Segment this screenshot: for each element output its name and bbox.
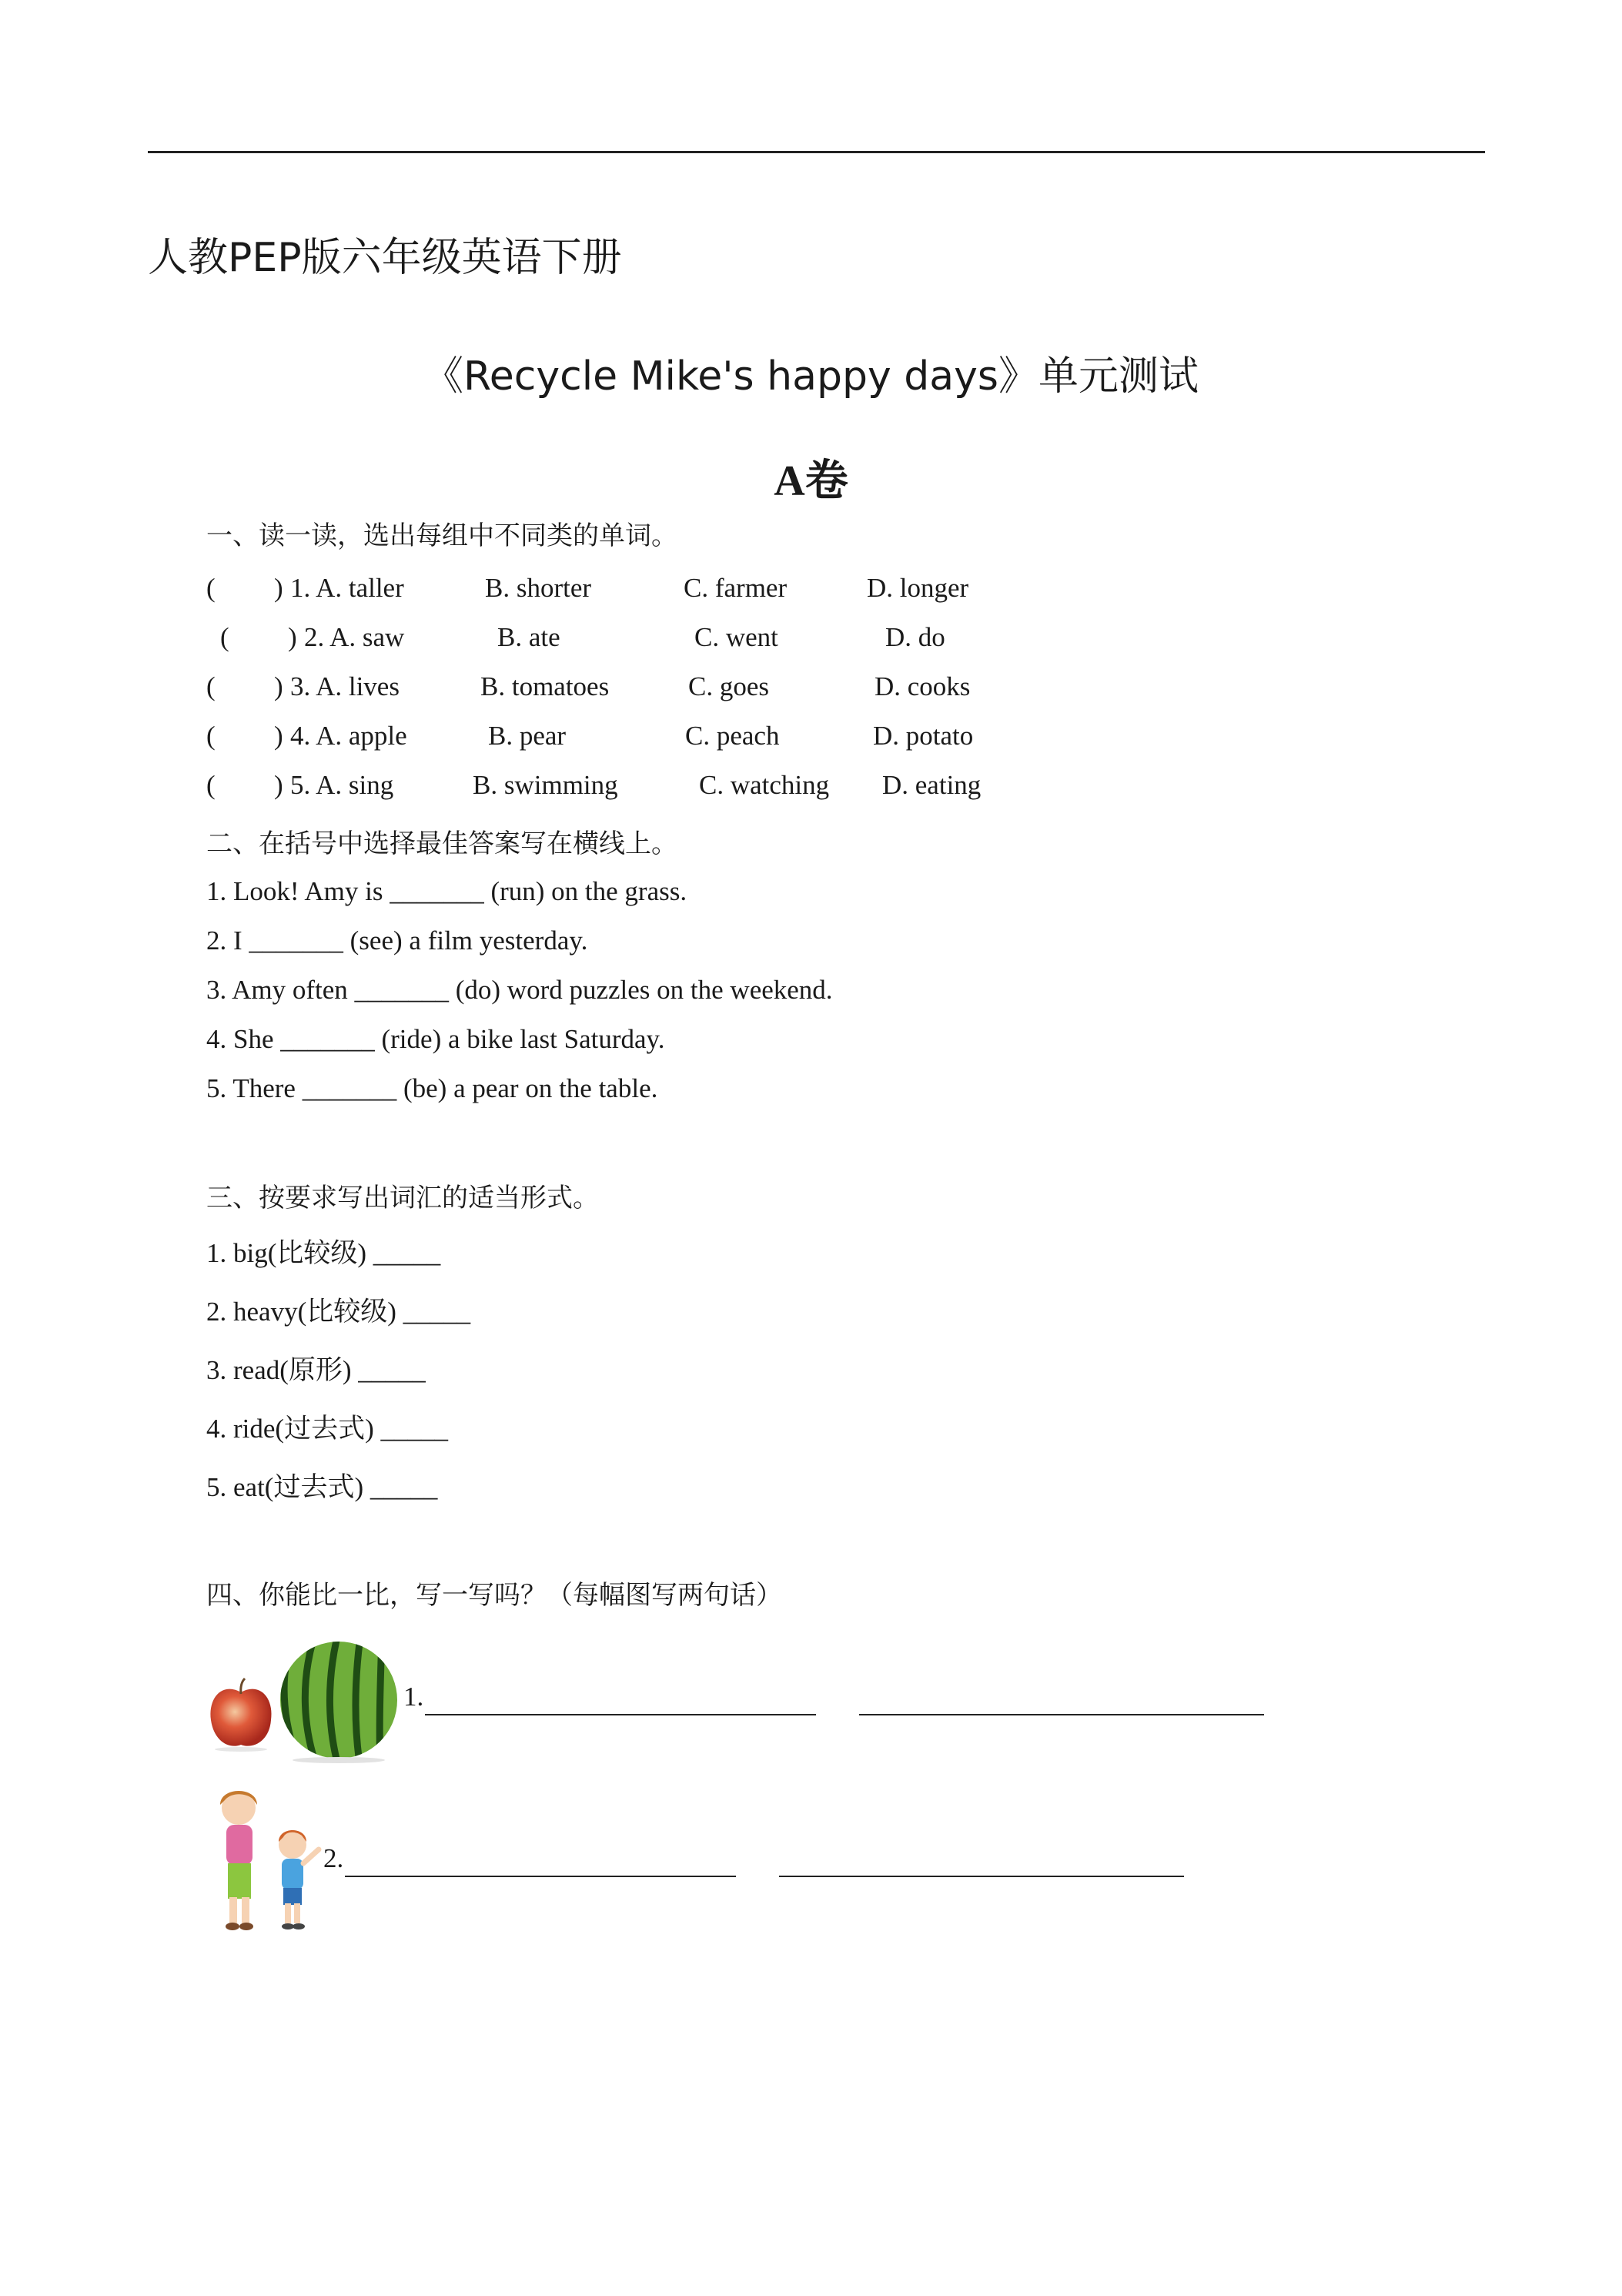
part2-item-5: 5. There _______ (be) a pear on the table. [206, 1073, 658, 1103]
option-b: B. shorter [485, 573, 592, 603]
option-a: 1. A. taller [290, 573, 404, 603]
answer-paren-close: ) [274, 671, 283, 701]
paper-label: A卷 [774, 457, 848, 505]
option-a: 5. A. sing [290, 770, 394, 800]
answer-line-2b[interactable] [779, 1876, 1184, 1877]
option-c: C. peach [685, 721, 780, 751]
answer-paren-close: ) [274, 573, 283, 603]
part1-heading: 一、读一读，选出每组中不同类的单词。 [206, 520, 677, 551]
part3-heading: 三、按要求写出词汇的适当形式。 [206, 1183, 599, 1213]
option-a: 3. A. lives [290, 671, 400, 701]
part3-item-3: 3. read(原形) _____ [206, 1355, 426, 1385]
option-c: C. farmer [684, 573, 788, 603]
option-a: 4. A. apple [290, 721, 407, 751]
option-a: 2. A. saw [304, 622, 405, 652]
header-rule [148, 151, 1485, 153]
part3-item-5: 5. eat(过去式) _____ [206, 1472, 438, 1502]
part2-item-3: 3. Amy often _______ (do) word puzzles on the weekend. [206, 975, 833, 1005]
option-b: B. tomatoes [480, 671, 610, 701]
part2-heading: 二、在括号中选择最佳答案写在横线上。 [206, 828, 677, 859]
document-subtitle: 《Recycle Mike's happy days》单元测试 [423, 353, 1199, 400]
document-title: 人教PEP版六年级英语下册 [148, 235, 622, 281]
answer-paren-close: ) [274, 770, 283, 800]
watermelon-image [277, 1637, 400, 1765]
option-c: C. goes [688, 671, 769, 701]
part3-item-2: 2. heavy(比较级) _____ [206, 1297, 471, 1327]
part4-heading: 四、你能比一比，写一写吗？（每幅图写两句话） [206, 1580, 782, 1611]
part4-q1-label: 1. [403, 1682, 424, 1712]
answer-paren-open: ( [206, 770, 216, 800]
option-b: B. ate [497, 622, 560, 652]
part2-item-2: 2. I _______ (see) a film yesterday. [206, 925, 588, 956]
answer-paren-open: ( [206, 721, 216, 751]
part4-q2-label: 2. [323, 1843, 344, 1873]
option-d: D. cooks [875, 671, 971, 701]
option-b: B. pear [488, 721, 567, 751]
option-c: C. went [694, 622, 778, 652]
option-b: B. swimming [473, 770, 618, 800]
option-c: C. watching [699, 770, 830, 800]
answer-paren-open: ( [220, 622, 229, 652]
part2-item-4: 4. She _______ (ride) a bike last Saturday. [206, 1024, 665, 1054]
option-d: D. eating [882, 770, 982, 800]
answer-paren-open: ( [206, 671, 216, 701]
answer-line-1b[interactable] [859, 1714, 1264, 1715]
answer-paren-close: ) [274, 721, 283, 751]
option-d: D. longer [867, 573, 969, 603]
answer-paren-open: ( [206, 573, 216, 603]
part2-item-1: 1. Look! Amy is _______ (run) on the grass. [206, 876, 687, 906]
option-d: D. do [885, 622, 945, 652]
apple-image [206, 1675, 276, 1752]
option-d: D. potato [873, 721, 974, 751]
part3-item-4: 4. ride(过去式) _____ [206, 1414, 448, 1444]
answer-line-1a[interactable] [425, 1714, 816, 1715]
children-image [206, 1780, 329, 1934]
answer-paren-close: ) [288, 622, 297, 652]
part3-item-1: 1. big(比较级) _____ [206, 1238, 441, 1268]
answer-line-2a[interactable] [345, 1876, 736, 1877]
